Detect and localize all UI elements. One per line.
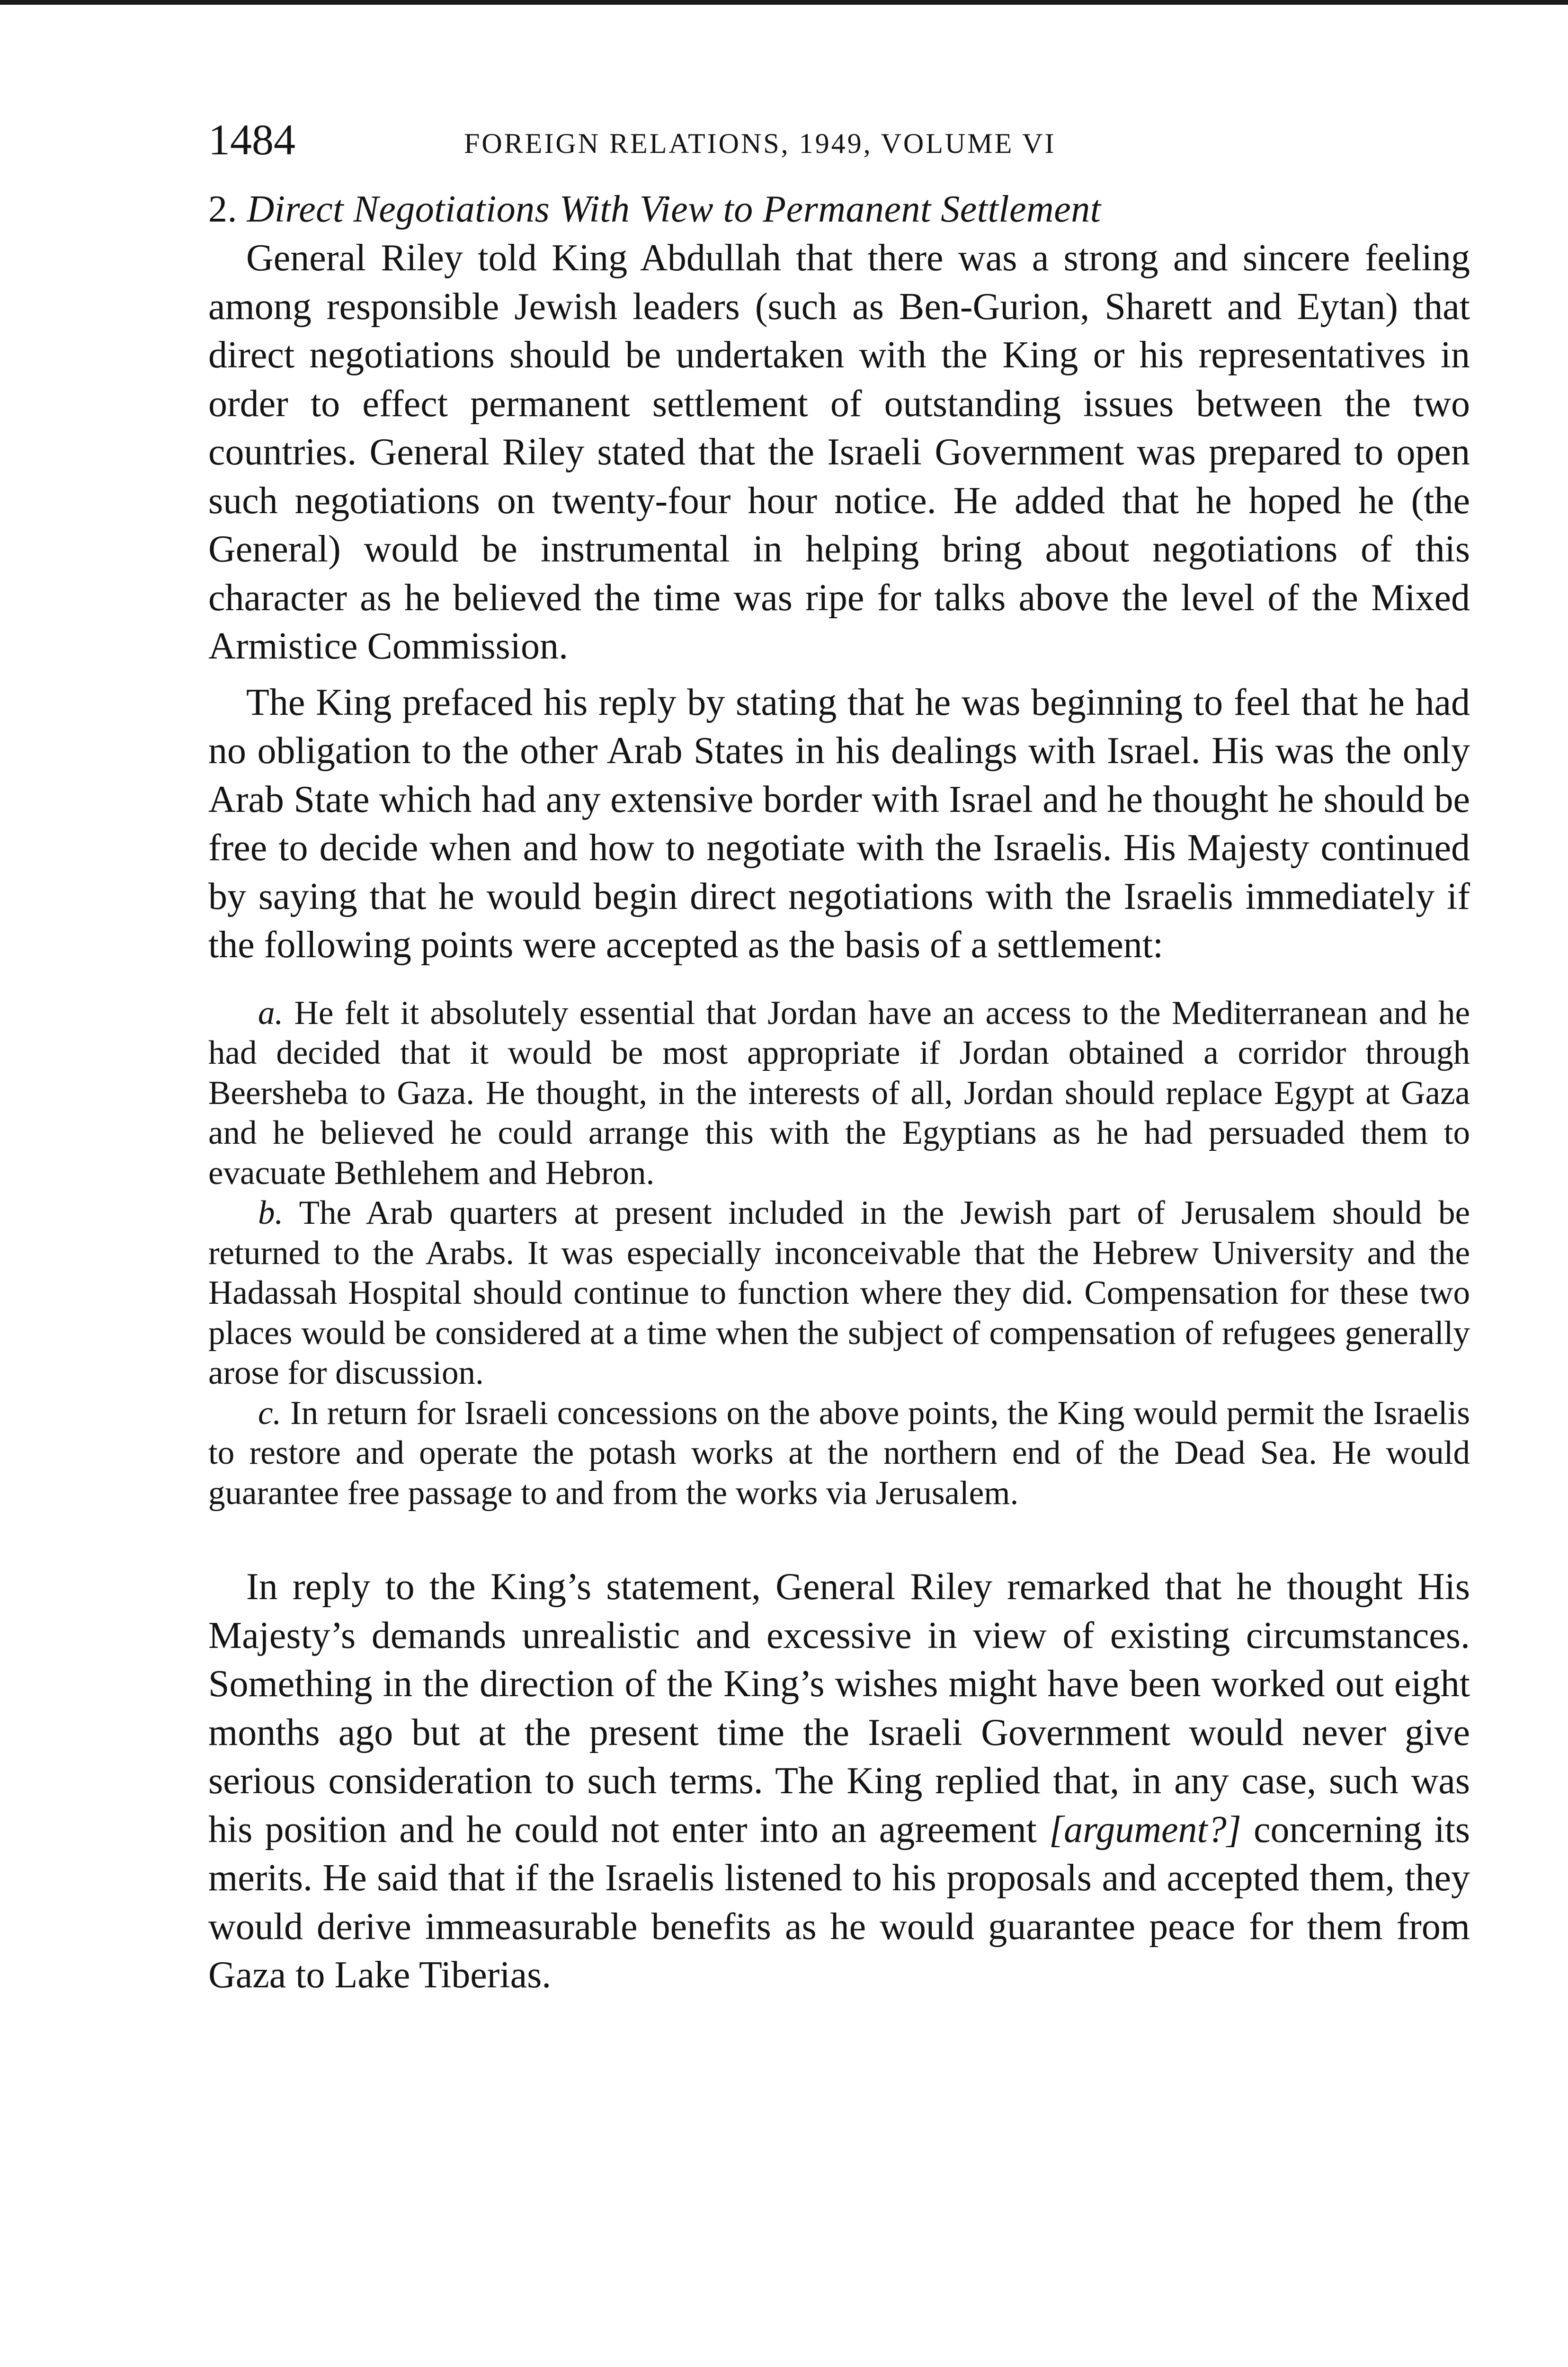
page-header [208,114,1470,185]
editorial-insertion: [argument?] [1049,1808,1241,1851]
point-b-text: The Arab quarters at present included in the Jewish part of Jerusalem should be returned to the Arabs. It was especially inconceivable that the Hebrew University and the Hadassah Hospital should continue to function where they did. Compensation for these two places would be considered at a time when the subject of compensation of refugees generally arose for discussion. [208,1194,1470,1391]
point-c [208,1393,1470,1513]
riley-response-after: concerning its merits. He said that if the Israelis listened to his proposals and accepted them, they would derive immeasurable benefits as he would guarantee peace for them from Gaza to Lake Tiberias. [208,1808,1470,1996]
point-b-letter: b. [258,1194,284,1231]
riley-response-before: In reply to the King’s statement, General Riley remarked that he thought His Majesty’s demands unrealistic and excessive in view of existing circumstances. Something in the direction of the King’s wishes might have been worked out eight months ago but at the present time the Israeli Government would never give serious consideration to such terms. The King replied that, in any case, such was his position and he could not enter into an agreement [208,1566,1470,1851]
section-number: 2. [208,188,237,230]
running-title: FOREIGN RELATIONS, 1949, VOLUME VI [464,128,1056,159]
paragraph-riley-proposal: General Riley told King Abdullah that there was a strong and sincere feeling among responsible Jewish leaders (such as Ben-Gurion, Sharett and Eytan) that direct negotiations should be undertaken with the King or his representatives in order to effect permanent settlement of outstanding issues between the two countries. General Riley stated that the Israeli Government was prepared to open such negotiations on twenty-four hour notice. He added that he hoped he (the General) would be instrumental in helping bring about negotiations of this character as he believed the time was ripe for talks above the level of the Mixed Armistice Commission. [208,237,1470,667]
point-c-text: In return for Israeli concessions on the above points, the King would permit the Israelis to restore and operate the potash works at the northern end of the Dead Sea. He would guarantee free passage to and from the works via Jerusalem. [208,1394,1470,1512]
section-heading [208,185,1470,234]
paragraph-king-reply: The King prefaced his reply by stating that he was beginning to feel that he had no obligation to the other Arab States in his dealings with Israel. His was the only Arab State which had any extensive border with Israel and he thought he should be free to decide when and how to negotiate with the Israelis. His Majesty continued by saying that he would begin direct negotiations with the Israelis immediately if the following points were accepted as the basis of a settlement: [208,681,1470,966]
point-a [208,993,1470,1193]
section-title: Direct Negotiations With View to Permanent Settlement [247,188,1101,230]
point-a-text: He felt it absolutely essential that Jordan have an access to the Mediterranean and he had decided that it would be most appropriate if Jordan obtained a corridor through Beersheba to Gaza. He thought, in the interests of all, Jordan should replace Egypt at Gaza and he believed he could arrange this with the Egyptians as he had persuaded them to evacuate Bethlehem and Hebron. [208,994,1470,1192]
point-c-letter: c. [258,1394,282,1432]
point-a-letter: a. [258,994,284,1032]
settlement-points [208,993,1470,1513]
paragraph-riley-response [208,1563,1470,2000]
point-b [208,1193,1470,1393]
document-page [208,114,1470,2000]
page-number: 1484 [208,116,295,164]
top-border-rule [0,0,1568,5]
